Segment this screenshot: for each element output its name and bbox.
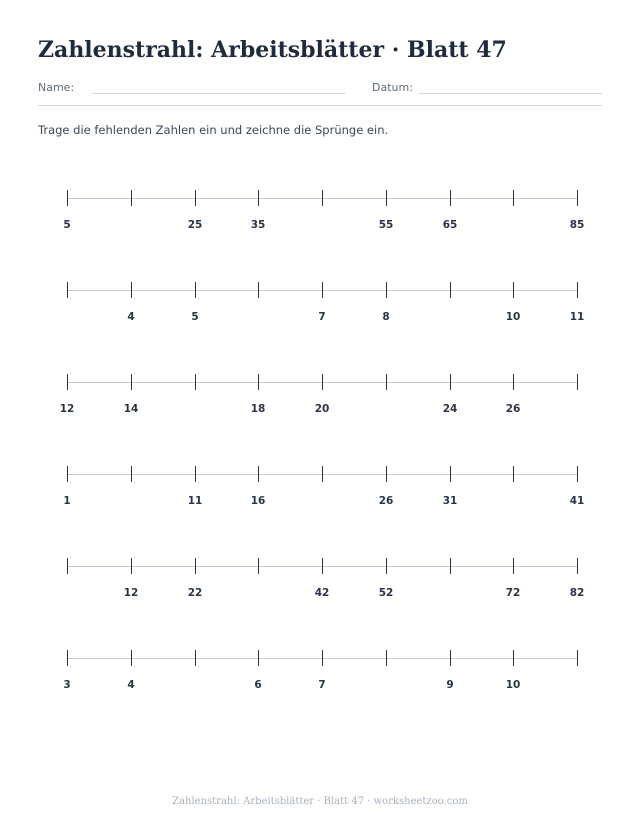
number-line-tick — [258, 558, 259, 574]
number-line — [0, 566, 640, 616]
tick-label: 4 — [127, 679, 135, 691]
number-line-tick — [513, 558, 514, 574]
number-line-tick — [67, 650, 68, 666]
number-line-tick — [386, 374, 387, 390]
number-line-tick — [513, 374, 514, 390]
tick-label: 10 — [505, 679, 521, 691]
number-line-tick — [322, 190, 323, 206]
tick-label: 9 — [446, 679, 454, 691]
page-title: Zahlenstrahl: Arbeitsblätter · Blatt 47 — [38, 37, 507, 63]
name-field-line[interactable] — [92, 93, 345, 94]
tick-label: 24 — [442, 403, 458, 415]
tick-label: 12 — [123, 587, 139, 599]
tick-label: 52 — [378, 587, 394, 599]
tick-label: 11 — [569, 311, 585, 323]
tick-label: 7 — [318, 679, 326, 691]
number-line-tick — [195, 650, 196, 666]
tick-label: 14 — [123, 403, 139, 415]
number-line-tick — [195, 374, 196, 390]
footer-text: Zahlenstrahl: Arbeitsblätter · Blatt 47 · worksheetzoo.com — [172, 796, 468, 807]
tick-label: 8 — [382, 311, 390, 323]
number-line-tick — [386, 190, 387, 206]
number-line-tick — [258, 650, 259, 666]
header-divider — [38, 105, 602, 106]
tick-label: 4 — [127, 311, 135, 323]
number-line — [0, 382, 640, 432]
number-line-tick — [258, 282, 259, 298]
number-line-tick — [513, 282, 514, 298]
number-line-tick — [258, 466, 259, 482]
tick-label: 25 — [187, 219, 203, 231]
tick-label: 26 — [378, 495, 394, 507]
number-line-tick — [258, 190, 259, 206]
number-line-tick — [322, 650, 323, 666]
number-line-tick — [322, 282, 323, 298]
number-line-tick — [450, 282, 451, 298]
number-line-tick — [67, 374, 68, 390]
tick-label: 55 — [378, 219, 394, 231]
number-line-tick — [577, 190, 578, 206]
number-line — [0, 198, 640, 248]
number-line-tick — [258, 374, 259, 390]
number-line — [0, 290, 640, 340]
date-label: Datum: — [372, 81, 413, 94]
tick-label: 3 — [63, 679, 71, 691]
tick-label: 26 — [505, 403, 521, 415]
number-line-tick — [577, 374, 578, 390]
number-line-tick — [450, 558, 451, 574]
number-line-tick — [322, 374, 323, 390]
number-line-tick — [322, 558, 323, 574]
number-line-tick — [67, 466, 68, 482]
number-line — [0, 658, 640, 708]
date-field-line[interactable] — [419, 93, 602, 94]
number-line-tick — [322, 466, 323, 482]
tick-label: 5 — [63, 219, 71, 231]
number-line-tick — [67, 282, 68, 298]
tick-label: 12 — [59, 403, 75, 415]
number-line-tick — [131, 282, 132, 298]
tick-label: 72 — [505, 587, 521, 599]
tick-label: 85 — [569, 219, 585, 231]
number-line-tick — [577, 558, 578, 574]
tick-label: 31 — [442, 495, 458, 507]
tick-label: 1 — [63, 495, 71, 507]
tick-label: 42 — [314, 587, 330, 599]
number-line-tick — [131, 558, 132, 574]
number-line-tick — [450, 374, 451, 390]
tick-label: 22 — [187, 587, 203, 599]
number-line-tick — [513, 466, 514, 482]
tick-label: 5 — [191, 311, 199, 323]
number-line-tick — [67, 190, 68, 206]
tick-label: 6 — [254, 679, 262, 691]
number-line-tick — [386, 466, 387, 482]
number-line-tick — [386, 282, 387, 298]
number-line — [0, 474, 640, 524]
number-line-tick — [131, 466, 132, 482]
number-line-tick — [386, 650, 387, 666]
number-line-tick — [67, 558, 68, 574]
number-line-tick — [450, 650, 451, 666]
name-label: Name: — [38, 81, 75, 94]
number-line-tick — [577, 650, 578, 666]
instruction-text: Trage die fehlenden Zahlen ein und zeichne die Sprünge ein. — [38, 123, 389, 137]
tick-label: 18 — [250, 403, 266, 415]
tick-label: 20 — [314, 403, 330, 415]
tick-label: 7 — [318, 311, 326, 323]
number-line-tick — [450, 466, 451, 482]
tick-label: 16 — [250, 495, 266, 507]
number-line-tick — [577, 466, 578, 482]
number-line-tick — [195, 282, 196, 298]
number-line-tick — [195, 466, 196, 482]
tick-label: 65 — [442, 219, 458, 231]
tick-label: 35 — [250, 219, 266, 231]
tick-label: 41 — [569, 495, 585, 507]
number-line-tick — [513, 190, 514, 206]
number-line-tick — [513, 650, 514, 666]
number-line-tick — [450, 190, 451, 206]
number-line-tick — [131, 374, 132, 390]
number-line-tick — [131, 650, 132, 666]
number-line-tick — [195, 558, 196, 574]
number-line-tick — [386, 558, 387, 574]
tick-label: 82 — [569, 587, 585, 599]
tick-label: 10 — [505, 311, 521, 323]
number-line-tick — [131, 190, 132, 206]
tick-label: 11 — [187, 495, 203, 507]
number-line-tick — [577, 282, 578, 298]
number-line-tick — [195, 190, 196, 206]
